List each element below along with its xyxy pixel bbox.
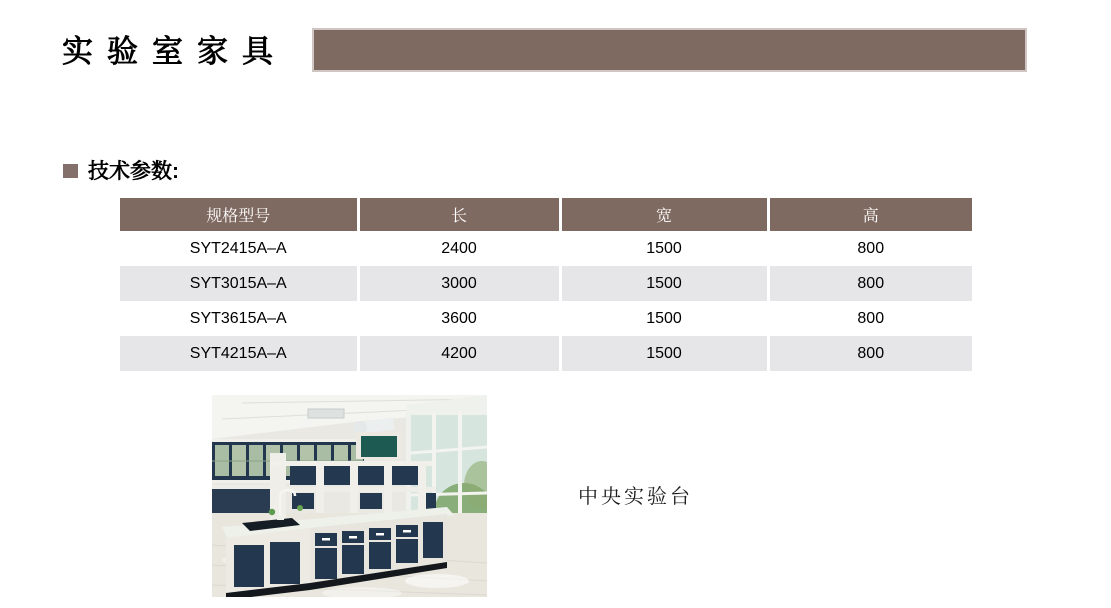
header-cell-height: 高 [768, 198, 972, 231]
cell-width: 1500 [560, 231, 768, 266]
cell-width: 1500 [560, 266, 768, 301]
header-cell-length: 长 [358, 198, 560, 231]
cell-model: SYT2415A–A [189, 239, 287, 257]
cell-height: 800 [768, 231, 972, 266]
header-cell-width: 宽 [560, 198, 768, 231]
cell-width: 1500 [560, 336, 768, 371]
table-row [120, 266, 972, 301]
cell-height: 800 [768, 336, 972, 371]
photo-caption: 中央实验台 [578, 486, 693, 508]
cell-length: 2400 [358, 231, 560, 266]
spec-table-body [120, 231, 972, 371]
spec-table [120, 198, 972, 371]
cell-height: 800 [768, 301, 972, 336]
cell-width: 1500 [560, 301, 768, 336]
spec-table-header [120, 198, 972, 231]
header-cell-model: 规格型号 [120, 198, 358, 231]
table-row [120, 336, 972, 371]
table-row [120, 301, 972, 336]
cell-model: SYT3615A–A [189, 309, 287, 327]
cell-length: 3000 [358, 266, 560, 301]
table-header-row [120, 198, 972, 231]
cell-length: 3600 [358, 301, 560, 336]
table-row [120, 231, 972, 266]
section-bullet-icon [63, 164, 78, 178]
cell-model: SYT3015A–A [120, 266, 358, 301]
cell-height: 800 [768, 266, 972, 301]
title-accent-bar [312, 28, 1027, 72]
cell-length: 4200 [358, 336, 560, 371]
section-title: 技术参数: [88, 160, 179, 183]
page-title: 实验室家具 [62, 34, 287, 69]
cell-model: SYT4215A–A [120, 336, 358, 371]
lab-bench-photo [212, 395, 487, 597]
